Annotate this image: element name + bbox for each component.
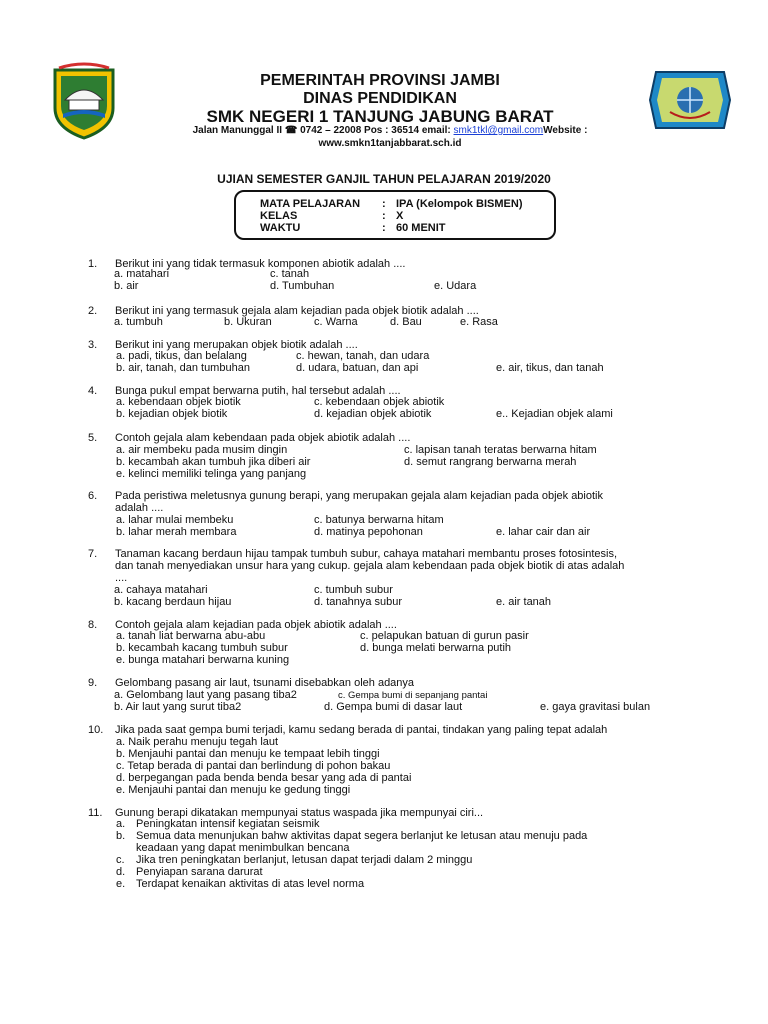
address-mid: 0742 – 22008 Pos : 36514 email: <box>300 125 451 136</box>
option-d: d. Bau <box>390 316 422 328</box>
option-d: d. matinya pepohonan <box>314 526 423 538</box>
option-b: b. Air laut yang surut tiba2 <box>114 701 242 713</box>
option-c: c. kebendaan objek abiotik <box>314 396 445 408</box>
question-text: Pada peristiwa meletusnya gunung berapi, yang merupakan gejala alam kejadian pada objek abiotik <box>115 490 603 502</box>
option-a-letter: a. <box>116 818 126 830</box>
option-c: c. Warna <box>314 316 358 328</box>
option-a: a. tumbuh <box>114 316 163 328</box>
option-b-letter: b. <box>116 830 126 842</box>
option-c: c. Tetap berada di pantai dan berlindung di pohon bakau <box>116 760 391 772</box>
school-address <box>110 124 670 150</box>
question-number: 9. <box>88 677 98 689</box>
exam-title: UJIAN SEMESTER GANJIL TAHUN PELAJARAN 2019/2020 <box>217 172 551 186</box>
option-e: e. Rasa <box>460 316 498 328</box>
address-prefix: Jalan Manunggal II <box>192 125 283 136</box>
option-b: b. kacang berdaun hijau <box>114 596 232 608</box>
option-c: c. lapisan tanah teratas berwarna hitam <box>404 444 597 456</box>
letterhead-line3: SMK NEGERI 1 TANJUNG JABUNG BARAT <box>206 107 554 126</box>
option-a: a. cahaya matahari <box>114 584 208 596</box>
option-e: e. gaya gravitasi bulan <box>540 701 651 713</box>
info-value: IPA (Kelompok BISMEN) <box>396 198 523 210</box>
website-url: www.smkn1tanjabbarat.sch.id <box>318 138 462 149</box>
question-text: Gelombang pasang air laut, tsunami disebabkan oleh adanya <box>115 677 415 689</box>
info-colon: : <box>382 222 386 234</box>
info-key: WAKTU <box>260 222 301 234</box>
option-e: e. lahar cair dan air <box>496 526 591 538</box>
option-d: d. Gempa bumi di dasar laut <box>324 701 463 713</box>
option-a: a. Gelombang laut yang pasang tiba2 <box>114 689 297 701</box>
option-b-cont: keadaan yang dapat menimbulkan bencana <box>136 842 350 854</box>
letterhead <box>130 72 630 126</box>
question-number: 11. <box>88 807 103 819</box>
option-c: Jika tren peningkatan berlanjut, letusan dapat terjadi dalam 2 minggu <box>136 854 473 866</box>
option-b: b. kecambah kacang tumbuh subur <box>116 642 288 654</box>
option-c: c. pelapukan batuan di gurun pasir <box>360 630 529 642</box>
option-c-letter: c. <box>116 854 125 866</box>
option-b: Semua data menunjukan bahw aktivitas dapat segera berlanjut ke letusan atau menuju pada <box>136 830 588 842</box>
question-text: Contoh gejala alam kejadian pada objek abiotik adalah .... <box>115 619 397 631</box>
question-text: Berikut ini yang merupakan objek biotik adalah .... <box>115 339 358 351</box>
option-a: a. matahari <box>114 268 170 280</box>
info-key: KELAS <box>260 210 298 222</box>
option-a: a. kebendaan objek biotik <box>116 396 241 408</box>
option-d: d. bunga melati berwarna putih <box>360 642 512 654</box>
option-a: a. padi, tikus, dan belalang <box>116 350 247 362</box>
option-b: b. kejadian objek biotik <box>116 408 228 420</box>
question-number: 7. <box>88 548 98 560</box>
question-number: 3. <box>88 339 98 351</box>
option-d: d. kejadian objek abiotik <box>314 408 432 420</box>
option-d: d. udara, batuan, dan api <box>296 362 419 374</box>
phone-icon: ☎ <box>284 125 298 136</box>
option-b: b. Ukuran <box>224 316 272 328</box>
option-e: e. Menjauhi pantai dan menuju ke gedung tinggi <box>116 784 351 796</box>
question-number: 8. <box>88 619 98 631</box>
question-number: 5. <box>88 432 98 444</box>
info-value: X <box>396 210 404 222</box>
option-d: d. berpegangan pada benda benda besar yang ada di pantai <box>116 772 412 784</box>
option-e: e. air tanah <box>496 596 552 608</box>
question-text: Jika pada saat gempa bumi terjadi, kamu sedang berada di pantai, tindakan yang paling tepat adalah <box>115 724 608 736</box>
option-c: c. tumbuh subur <box>314 584 393 596</box>
option-c: c. tanah <box>270 268 310 280</box>
website-label: Website : <box>543 125 588 136</box>
question-text-cont: dan tanah menyediakan unsur hara yang cukup. gejala alam kebendaan pada objek biotik di atas adalah <box>115 560 625 572</box>
info-row-time <box>260 222 446 234</box>
option-e: e. air, tikus, dan tanah <box>496 362 604 374</box>
exam-info-box <box>234 190 556 240</box>
question-text-cont: adalah .... <box>115 502 164 514</box>
question-text: Berikut ini yang tidak termasuk komponen abiotik adalah .... <box>115 258 406 270</box>
question-text: Tanaman kacang berdaun hijau tampak tumbuh subur, cahaya matahari membantu proses fotosintesis, <box>115 548 618 560</box>
option-d: d. tanahnya subur <box>314 596 403 608</box>
question-text: Gunung berapi dikatakan mempunyai status waspada jika mempunyai ciri... <box>115 807 484 819</box>
question-number: 1. <box>88 258 98 270</box>
option-d: d. Tumbuhan <box>270 280 335 292</box>
question-number: 4. <box>88 385 98 397</box>
question-number: 10. <box>88 724 104 736</box>
smk-school-emblem <box>648 68 732 132</box>
option-d: d. semut rangrang berwarna merah <box>404 456 577 468</box>
option-a: a. lahar mulai membeku <box>116 514 234 526</box>
info-row-class <box>260 210 403 222</box>
option-a: a. Naik perahu menuju tegah laut <box>116 736 279 748</box>
option-d-letter: d. <box>116 866 126 878</box>
info-row-subject <box>260 198 523 210</box>
question-text-cont: .... <box>115 572 128 584</box>
option-c: c. batunya berwarna hitam <box>314 514 444 526</box>
letterhead-line1: PEMERINTAH PROVINSI JAMBI <box>260 72 500 89</box>
info-colon: : <box>382 210 386 222</box>
email-link[interactable]: smk1tkl@gmail.com <box>453 125 544 136</box>
option-c: c. hewan, tanah, dan udara <box>296 350 430 362</box>
question-text: Bunga pukul empat berwarna putih, hal tersebut adalah .... <box>115 385 401 397</box>
option-e: Terdapat kenaikan aktivitas di atas level norma <box>136 878 365 890</box>
option-b: b. Menjauhi pantai dan menuju ke tempaat lebih tinggi <box>116 748 380 760</box>
option-e-letter: e. <box>116 878 126 890</box>
option-b: b. air, tanah, dan tumbuhan <box>116 362 250 374</box>
question-text: Contoh gejala alam kebendaan pada objek abiotik adalah .... <box>115 432 411 444</box>
option-e: e. bunga matahari berwarna kuning <box>116 654 290 666</box>
option-b: b. kecambah akan tumbuh jika diberi air <box>116 456 311 468</box>
option-a: a. air membeku pada musim dingin <box>116 444 288 456</box>
option-e: e. Udara <box>434 280 477 292</box>
option-e: e.. Kejadian objek alami <box>496 408 613 420</box>
option-a: Peningkatan intensif kegiatan seismik <box>136 818 320 830</box>
option-a: a. tanah liat berwarna abu-abu <box>116 630 266 642</box>
option-d: Penyiapan sarana darurat <box>136 866 263 878</box>
option-b: b. lahar merah membara <box>116 526 237 538</box>
info-value: 60 MENIT <box>396 222 446 234</box>
question-number: 6. <box>88 490 98 502</box>
question-number: 2. <box>88 305 98 317</box>
question-text: Berikut ini yang termasuk gejala alam kejadian pada objek biotik adalah .... <box>115 305 479 317</box>
option-b: b. air <box>114 280 139 292</box>
letterhead-line2: DINAS PENDIDIKAN <box>303 90 457 107</box>
option-c: c. Gempa bumi di sepanjang pantai <box>338 690 488 701</box>
option-e: e. kelinci memiliki telinga yang panjang <box>116 468 307 480</box>
info-key: MATA PELAJARAN <box>260 198 361 210</box>
info-colon: : <box>382 198 386 210</box>
